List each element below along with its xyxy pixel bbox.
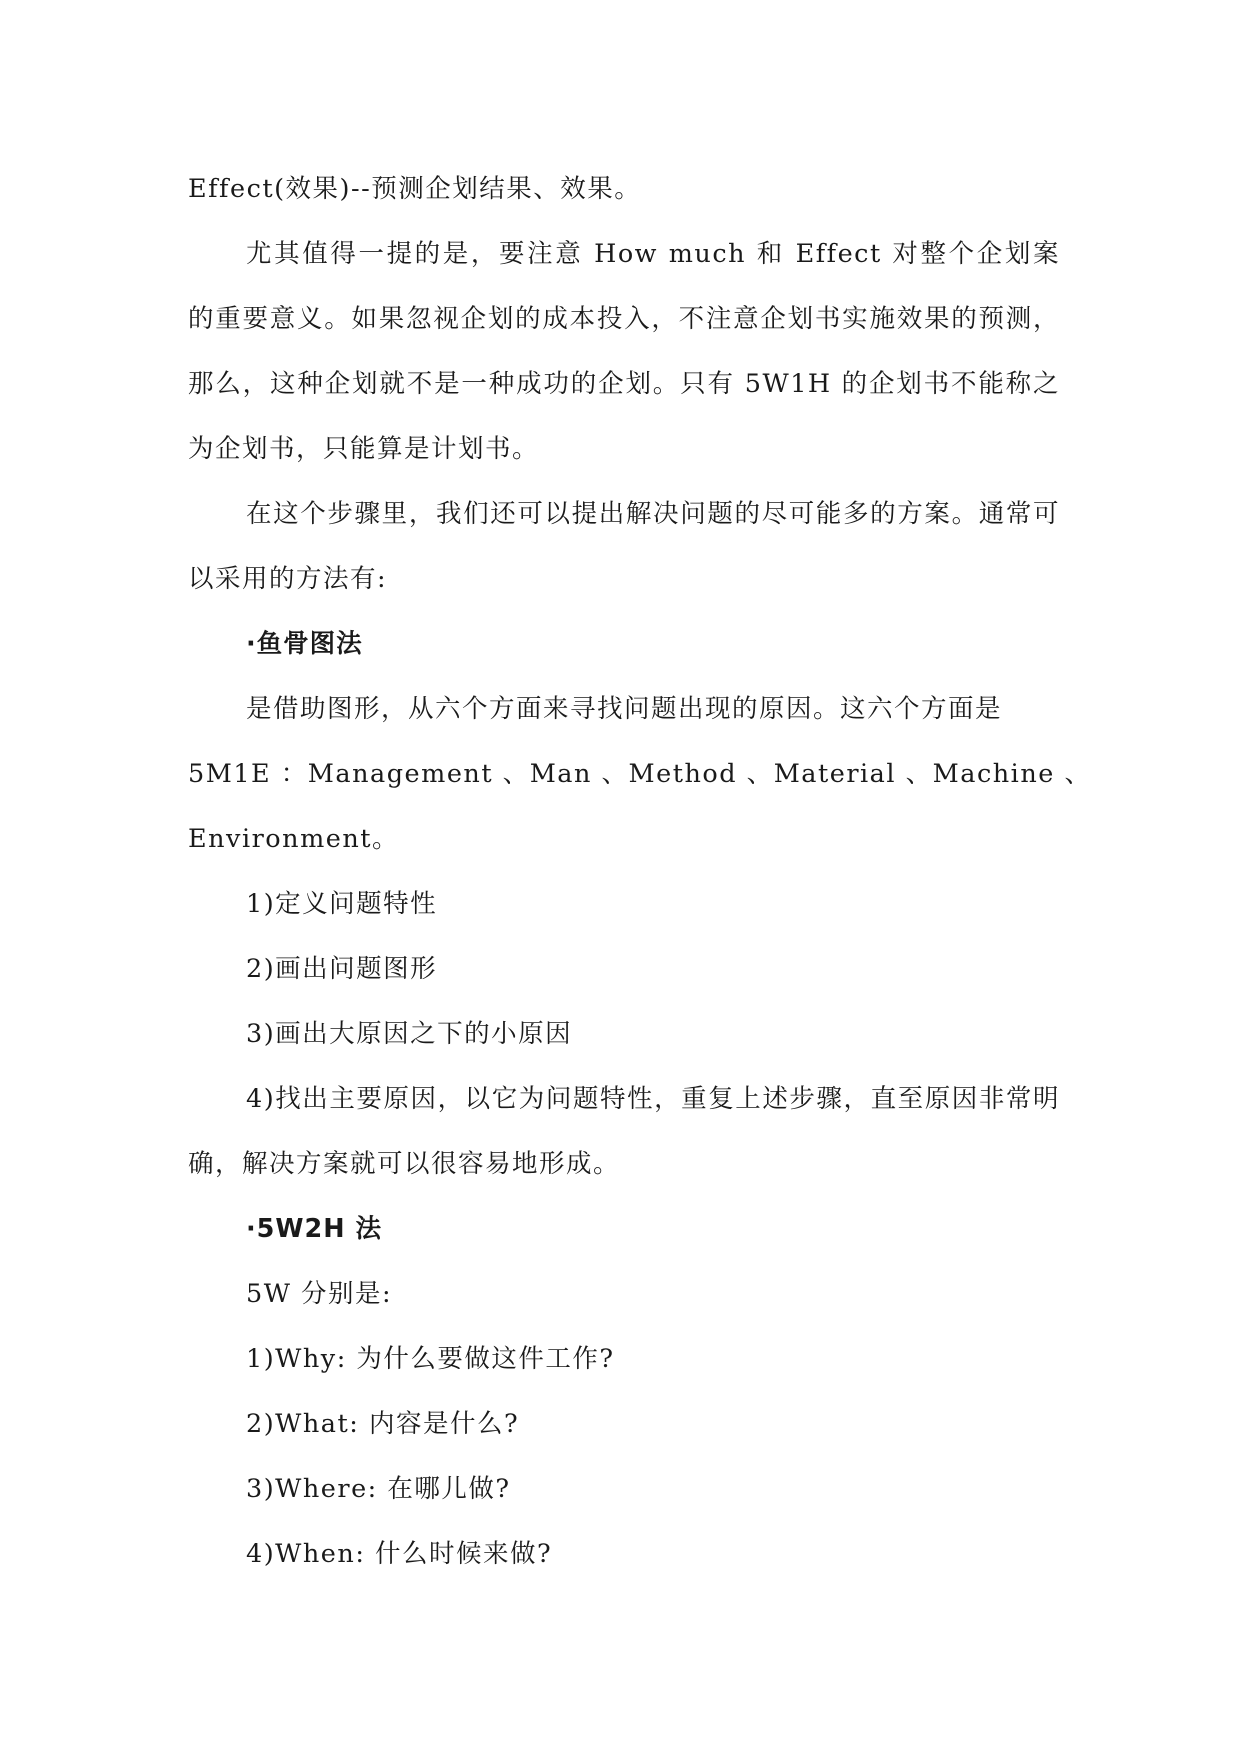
paragraph-5m1e-line <box>188 742 1092 807</box>
paragraph-effect: Effect(效果)--预测企划结果、效果。 <box>188 174 642 204</box>
term-management: Management 、 <box>307 759 530 789</box>
list-item-step-1: 1)定义问题特性 <box>246 889 438 919</box>
term-man: Man 、 <box>529 759 629 789</box>
term-machine: Machine 、 <box>932 759 1092 789</box>
term-5m1e: 5M1E ： <box>188 759 308 789</box>
list-item-step-4: 4)找出主要原因，以它为问题特性，重复上述步骤，直至原因非常明确，解决方案就可以很容易地形成。 <box>188 1084 1060 1179</box>
paragraph-fishbone-desc: 是借助图形，从六个方面来寻找问题出现的原因。这六个方面是 <box>246 694 1003 724</box>
list-item-when: 4)When: 什么时候来做? <box>246 1539 553 1569</box>
list-item-step-3: 3)画出大原因之下的小原因 <box>246 1019 573 1049</box>
list-item-where: 3)Where: 在哪儿做? <box>246 1474 511 1504</box>
paragraph-5w-intro: 5W 分别是: <box>246 1279 393 1309</box>
list-item-what: 2)What: 内容是什么? <box>246 1409 520 1439</box>
term-method: Method 、 <box>628 759 774 789</box>
paragraph-methods-intro: 在这个步骤里，我们还可以提出解决问题的尽可能多的方案。通常可以采用的方法有: <box>188 499 1060 594</box>
heading-fishbone: ·鱼骨图法 <box>246 629 363 659</box>
paragraph-significance: 尤其值得一提的是，要注意 How much 和 Effect 对整个企划案的重要意义。如果忽视企划的成本投入，不注意企划书实施效果的预测，那么，这种企划就不是一种成功的企划。只有 5W1H 的企划书不能称之为企划书，只能算是计划书。 <box>188 239 1060 464</box>
term-material: Material 、 <box>773 759 933 789</box>
heading-5w2h: ·5W2H 法 <box>246 1214 383 1244</box>
list-item-step-2: 2)画出问题图形 <box>246 954 438 984</box>
document-body <box>188 157 1092 1587</box>
list-item-why: 1)Why: 为什么要做这件工作? <box>246 1344 615 1374</box>
term-environment: Environment。 <box>188 824 400 854</box>
